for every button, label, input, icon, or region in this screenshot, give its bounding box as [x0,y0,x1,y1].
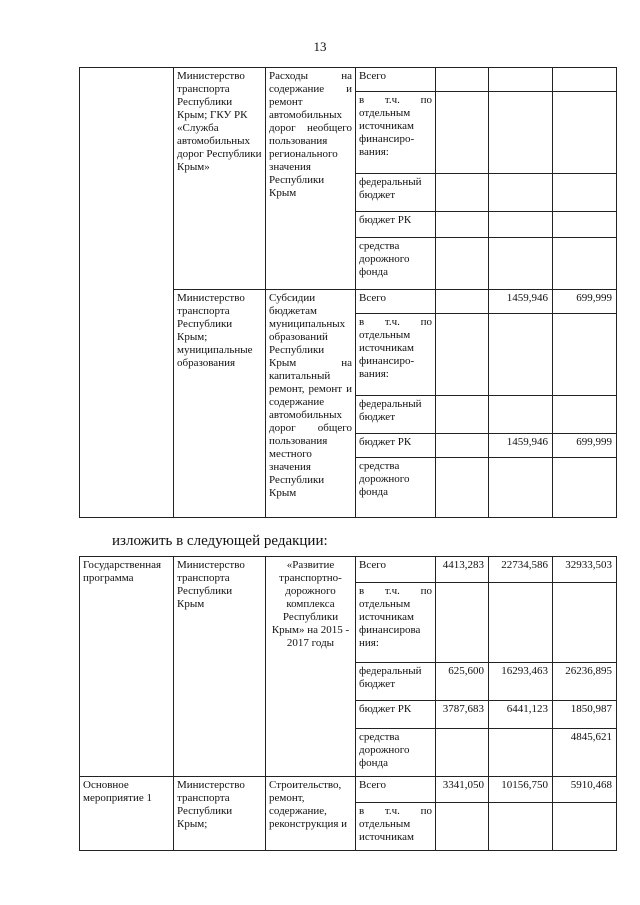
value-2015-cell: 625,600 [436,663,489,701]
measure-name-cell: Строительство, ремонт, содержание, реконструкция и [266,777,356,851]
source-cell: средства дорожного фонда [356,458,436,518]
source-cell: Всего [356,557,436,583]
value-2017-cell [553,803,617,851]
value-2017-cell: 5910,468 [553,777,617,803]
value-2017-cell [553,174,617,212]
value-2016-cell [489,803,553,851]
value-2015-cell [436,583,489,663]
value-2016-cell: 10156,750 [489,777,553,803]
source-cell: в т.ч. по отдельным источникам [356,803,436,851]
value-2016-cell [489,729,553,777]
source-cell: Всего [356,290,436,314]
value-2016-cell: 6441,123 [489,701,553,729]
source-cell: бюджет РК [356,701,436,729]
value-2017-cell: 26236,895 [553,663,617,701]
value-2017-cell: 699,999 [553,290,617,314]
value-2015-cell [436,290,489,314]
source-cell: федеральный бюджет [356,174,436,212]
value-2016-cell [489,92,553,174]
value-2015-cell [436,92,489,174]
source-cell: в т.ч. по отдельным источникам финансирова ния: [356,583,436,663]
value-2015-cell [436,434,489,458]
value-2016-cell [489,458,553,518]
value-2016-cell [489,238,553,290]
performer-cell: Министерство транспорта Республики Крым; [174,777,266,851]
value-2016-cell [489,212,553,238]
value-2017-cell [553,92,617,174]
value-2017-cell: 1850,987 [553,701,617,729]
source-cell: средства дорожного фонда [356,729,436,777]
performer-cell: Министерство транспорта Республики Крым; ГКУ РК «Служба автомобильных дорог Республики Крым» [174,68,266,290]
value-2015-cell [436,396,489,434]
value-2015-cell [436,212,489,238]
amendment-intro-text: изложить в следующей редакции: [112,533,328,549]
value-2015-cell [436,174,489,212]
value-2016-cell: 16293,463 [489,663,553,701]
budget-table-new-edition [79,556,617,851]
source-cell: федеральный бюджет [356,663,436,701]
value-2016-cell: 22734,586 [489,557,553,583]
value-2015-cell [436,729,489,777]
value-2015-cell: 3787,683 [436,701,489,729]
value-2016-cell [489,583,553,663]
value-2017-cell [553,583,617,663]
table-row [80,777,617,803]
value-2015-cell [436,238,489,290]
measure-name-cell: Субсидии бюджетам муниципальных образований Республики Крым на капитальный ремонт, ремонт и содержание автомобильных дорог общего пользования местного значения Республики Крым [266,290,356,518]
table-row [80,557,617,583]
value-2015-cell: 3341,050 [436,777,489,803]
value-2016-cell [489,68,553,92]
performer-cell: Министерство транспорта Республики Крым [174,557,266,777]
value-2016-cell [489,396,553,434]
source-cell: в т.ч. по отдельным источникам финансиро-вания: [356,92,436,174]
status-cell: Основное мероприятие 1 [80,777,174,851]
source-cell: в т.ч. по отдельным источникам финансиро-вания: [356,314,436,396]
value-2017-cell: 32933,503 [553,557,617,583]
source-cell: Всего [356,777,436,803]
value-2017-cell [553,68,617,92]
value-2016-cell [489,174,553,212]
status-cell [80,68,174,518]
value-2016-cell: 1459,946 [489,434,553,458]
table-row [80,68,617,92]
page-number: 13 [313,39,327,54]
value-2016-cell [489,314,553,396]
source-cell: федеральный бюджет [356,396,436,434]
value-2017-cell: 699,999 [553,434,617,458]
source-cell: бюджет РК [356,434,436,458]
value-2015-cell: 4413,283 [436,557,489,583]
value-2017-cell: 4845,621 [553,729,617,777]
value-2017-cell [553,212,617,238]
source-cell: бюджет РК [356,212,436,238]
value-2015-cell [436,68,489,92]
value-2015-cell [436,458,489,518]
performer-cell: Министерство транспорта Республики Крым; муниципальные образования [174,290,266,518]
value-2017-cell [553,238,617,290]
value-2017-cell [553,314,617,396]
status-cell: Государственная программа [80,557,174,777]
measure-name-cell: Расходы на содержание и ремонт автомобильных дорог необщего пользования регионального значения Республики Крым [266,68,356,290]
measure-name-cell: «Развитие транспортно-дорожного комплекса Республики Крым» на 2015 - 2017 годы [266,557,356,777]
source-cell: средства дорожного фонда [356,238,436,290]
value-2015-cell [436,803,489,851]
value-2017-cell [553,458,617,518]
budget-table-previous [79,67,617,518]
value-2017-cell [553,396,617,434]
source-cell: Всего [356,68,436,92]
value-2015-cell [436,314,489,396]
value-2016-cell: 1459,946 [489,290,553,314]
